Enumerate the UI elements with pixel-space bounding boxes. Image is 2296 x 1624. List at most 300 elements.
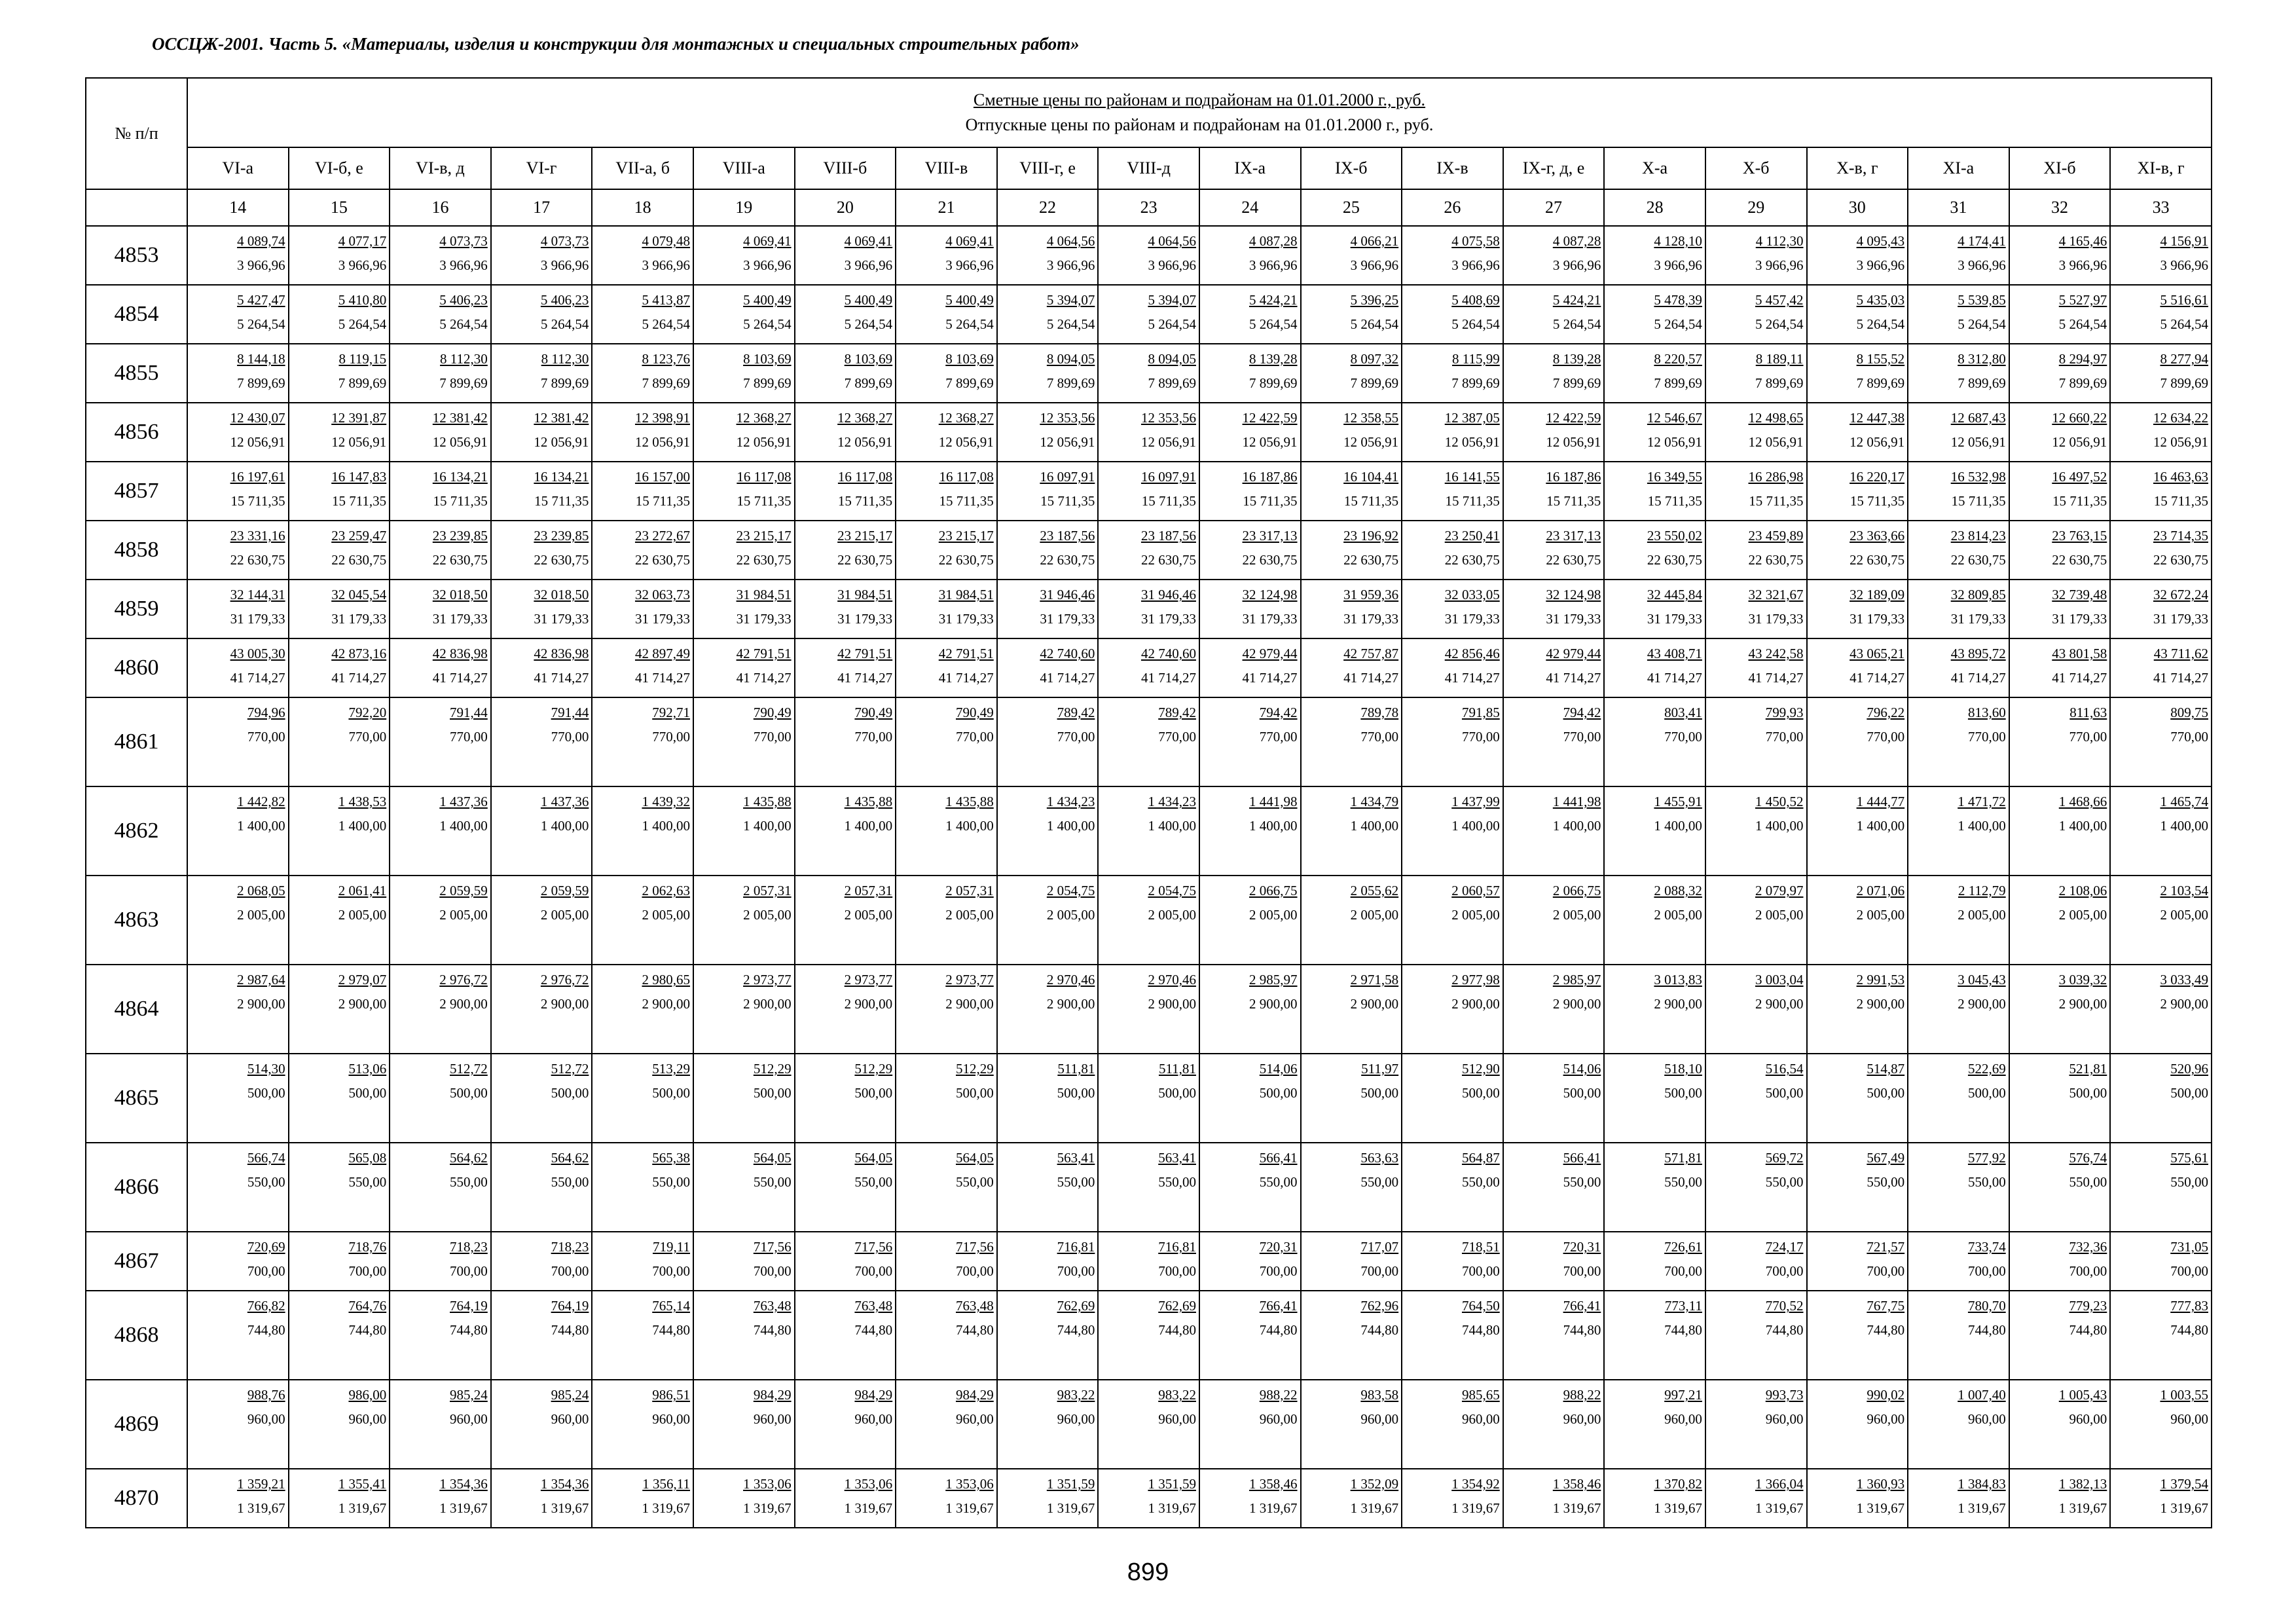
price-cell	[693, 1143, 795, 1232]
estimated-price: 763,48	[854, 1298, 893, 1314]
price-cell	[187, 1380, 289, 1469]
price-cell	[693, 521, 795, 580]
price-cell	[1604, 1232, 1705, 1291]
estimated-price: 5 435,03	[1856, 292, 1905, 308]
price-cell	[1503, 285, 1605, 344]
release-price: 700,00	[1360, 1263, 1399, 1279]
price-cell	[896, 226, 997, 285]
estimated-price: 31 946,46	[1040, 587, 1095, 602]
price-cell	[896, 403, 997, 462]
price-cell	[289, 521, 390, 580]
release-price: 22 630,75	[938, 552, 994, 568]
estimated-price: 4 064,56	[1046, 233, 1095, 249]
price-cell	[1604, 965, 1705, 1054]
price-cell	[2110, 965, 2212, 1054]
release-price: 2 900,00	[1552, 996, 1601, 1012]
price-cell	[795, 876, 896, 965]
region-header: VI-г	[491, 147, 592, 189]
price-cell	[491, 697, 592, 786]
price-cell	[1705, 1232, 1807, 1291]
row-number: 4864	[86, 965, 187, 1054]
row-number: 4863	[86, 876, 187, 965]
table-row	[86, 1469, 2212, 1528]
price-cell	[1705, 1380, 1807, 1469]
price-cell	[390, 462, 491, 521]
release-price: 12 056,91	[331, 434, 387, 450]
price-cell	[997, 876, 1099, 965]
release-price: 744,80	[348, 1322, 387, 1338]
release-price: 1 400,00	[1148, 818, 1196, 834]
estimated-price: 42 791,51	[938, 646, 994, 661]
price-cell	[1908, 1469, 2009, 1528]
price-cell	[997, 521, 1099, 580]
estimated-price: 23 331,16	[230, 528, 285, 544]
row-number: 4868	[86, 1291, 187, 1380]
release-price: 5 264,54	[540, 316, 589, 332]
price-cell	[896, 1232, 997, 1291]
release-price: 700,00	[1563, 1263, 1601, 1279]
release-price: 7 899,69	[945, 375, 994, 391]
release-price: 2 900,00	[642, 996, 690, 1012]
estimated-price: 762,69	[1158, 1298, 1196, 1314]
estimated-price: 12 398,91	[634, 410, 690, 426]
price-cell	[390, 638, 491, 697]
estimated-price: 1 437,36	[439, 794, 488, 809]
release-price: 744,80	[551, 1322, 589, 1338]
release-price: 31 179,33	[230, 611, 285, 627]
price-cell	[1402, 344, 1503, 403]
price-cell	[1908, 462, 2009, 521]
estimated-price: 12 368,27	[837, 410, 893, 426]
release-price: 41 714,27	[938, 670, 994, 686]
release-price: 41 714,27	[1950, 670, 2006, 686]
price-cell	[896, 638, 997, 697]
price-cell	[1098, 226, 1199, 285]
release-price: 700,00	[348, 1263, 387, 1279]
estimated-price: 720,31	[1563, 1239, 1601, 1255]
release-price: 3 966,96	[945, 257, 994, 273]
estimated-price: 988,22	[1563, 1387, 1601, 1403]
estimated-price: 1 450,52	[1755, 794, 1804, 809]
estimated-price: 16 117,08	[939, 469, 994, 485]
price-cell	[1402, 1380, 1503, 1469]
release-price: 31 179,33	[938, 611, 994, 627]
estimated-price: 564,87	[1461, 1150, 1500, 1166]
price-cell	[187, 344, 289, 403]
release-price: 31 179,33	[2052, 611, 2107, 627]
price-cell	[1503, 1469, 1605, 1528]
estimated-price: 16 134,21	[432, 469, 488, 485]
estimated-price: 12 353,56	[1140, 410, 1196, 426]
price-cell	[1301, 1291, 1402, 1380]
price-cell	[1908, 403, 2009, 462]
release-price: 3 966,96	[844, 257, 893, 273]
estimated-price: 1 360,93	[1856, 1476, 1905, 1492]
price-cell	[187, 521, 289, 580]
estimated-price: 12 391,87	[331, 410, 387, 426]
estimated-price: 2 054,75	[1148, 883, 1196, 898]
price-cell	[1908, 226, 2009, 285]
estimated-price: 2 061,41	[338, 883, 387, 898]
price-cell	[390, 1469, 491, 1528]
release-price: 1 400,00	[540, 818, 589, 834]
release-price: 2 900,00	[1046, 996, 1095, 1012]
release-price: 31 179,33	[837, 611, 893, 627]
release-price: 2 005,00	[1148, 907, 1196, 923]
title-estimated-prices: Сметные цены по районам и подрайонам на 01.01.2000 г., руб.	[973, 90, 1426, 110]
price-cell	[2009, 1232, 2111, 1291]
column-number: 26	[1402, 189, 1503, 226]
price-cell	[1705, 1054, 1807, 1143]
row-number: 4854	[86, 285, 187, 344]
price-cell	[289, 580, 390, 638]
release-price: 744,80	[753, 1322, 792, 1338]
price-cell	[1908, 1054, 2009, 1143]
column-number: 25	[1301, 189, 1402, 226]
release-price: 1 319,67	[1856, 1500, 1905, 1516]
estimated-price: 988,22	[1259, 1387, 1298, 1403]
price-cell	[1098, 1380, 1199, 1469]
estimated-price: 3 039,32	[2058, 972, 2107, 987]
release-price: 2 005,00	[1350, 907, 1399, 923]
release-price: 2 005,00	[1046, 907, 1095, 923]
release-price: 2 900,00	[1856, 996, 1905, 1012]
price-cell	[1098, 1469, 1199, 1528]
price-cell	[491, 1291, 592, 1380]
price-cell	[390, 521, 491, 580]
estimated-price: 32 033,05	[1444, 587, 1500, 602]
column-number: 31	[1908, 189, 2009, 226]
estimated-price: 986,00	[348, 1387, 387, 1403]
release-price: 5 264,54	[1451, 316, 1500, 332]
price-cell	[1503, 697, 1605, 786]
release-price: 15 711,35	[2153, 493, 2208, 509]
release-price: 960,00	[1867, 1411, 1905, 1427]
price-cell	[795, 521, 896, 580]
release-price: 2 900,00	[237, 996, 285, 1012]
price-cell	[187, 697, 289, 786]
release-price: 1 400,00	[844, 818, 893, 834]
price-cell	[1503, 1143, 1605, 1232]
release-price: 7 899,69	[2058, 375, 2107, 391]
estimated-price: 1 353,06	[743, 1476, 792, 1492]
release-price: 12 056,91	[938, 434, 994, 450]
estimated-price: 16 141,55	[1444, 469, 1500, 485]
release-price: 2 900,00	[1654, 996, 1702, 1012]
estimated-price: 32 321,67	[1748, 587, 1804, 602]
price-cell	[1503, 403, 1605, 462]
release-price: 960,00	[348, 1411, 387, 1427]
estimated-price: 1 353,06	[844, 1476, 893, 1492]
price-cell	[390, 344, 491, 403]
table-row	[86, 285, 2212, 344]
release-price: 2 900,00	[1958, 996, 2006, 1012]
estimated-price: 521,81	[2069, 1061, 2107, 1077]
price-cell	[289, 638, 390, 697]
release-price: 770,00	[1461, 729, 1500, 745]
estimated-price: 2 055,62	[1350, 883, 1399, 898]
estimated-price: 31 984,51	[938, 587, 994, 602]
estimated-price: 8 123,76	[642, 351, 690, 367]
release-price: 12 056,91	[1242, 434, 1298, 450]
price-cell	[390, 965, 491, 1054]
column-number: 28	[1604, 189, 1705, 226]
release-price: 744,80	[1765, 1322, 1804, 1338]
estimated-price: 42 856,46	[1444, 646, 1500, 661]
price-cell	[1199, 1469, 1301, 1528]
price-cell	[289, 226, 390, 285]
estimated-price: 16 134,21	[534, 469, 589, 485]
release-price: 41 714,27	[2052, 670, 2107, 686]
release-price: 1 400,00	[1654, 818, 1702, 834]
price-cell	[795, 285, 896, 344]
price-cell	[1199, 521, 1301, 580]
estimated-price: 1 005,43	[2058, 1387, 2107, 1403]
table-title	[187, 78, 2212, 147]
estimated-price: 1 355,41	[338, 1476, 387, 1492]
release-price: 2 005,00	[844, 907, 893, 923]
release-price: 550,00	[247, 1174, 285, 1190]
release-price: 7 899,69	[1958, 375, 2006, 391]
price-cell	[1807, 226, 1908, 285]
release-price: 5 264,54	[1249, 316, 1298, 332]
price-cell	[1807, 786, 1908, 876]
release-price: 550,00	[2170, 1174, 2208, 1190]
title-release-prices: Отпускные цены по районам и подрайонам на 01.01.2000 г., руб.	[965, 115, 1434, 134]
release-price: 41 714,27	[331, 670, 387, 686]
release-price: 22 630,75	[736, 552, 792, 568]
price-cell	[1402, 580, 1503, 638]
price-cell	[1301, 403, 1402, 462]
price-cell	[1199, 403, 1301, 462]
estimated-price: 794,42	[1259, 705, 1298, 720]
release-price: 31 179,33	[1444, 611, 1500, 627]
price-cell	[1098, 1143, 1199, 1232]
estimated-price: 993,73	[1765, 1387, 1804, 1403]
estimated-price: 796,22	[1867, 705, 1905, 720]
estimated-price: 764,19	[450, 1298, 488, 1314]
release-price: 12 056,91	[2052, 434, 2107, 450]
price-cell	[491, 876, 592, 965]
estimated-price: 32 739,48	[2052, 587, 2107, 602]
estimated-price: 716,81	[1057, 1239, 1095, 1255]
price-cell	[795, 344, 896, 403]
estimated-price: 799,93	[1765, 705, 1804, 720]
price-cell	[896, 1380, 997, 1469]
release-price: 500,00	[1867, 1085, 1905, 1101]
estimated-price: 514,30	[247, 1061, 285, 1077]
release-price: 744,80	[2170, 1322, 2208, 1338]
price-cell	[1705, 462, 1807, 521]
price-cell	[997, 1054, 1099, 1143]
release-price: 1 319,67	[1046, 1500, 1095, 1516]
release-price: 2 005,00	[743, 907, 792, 923]
estimated-price: 984,29	[956, 1387, 994, 1403]
estimated-price: 23 215,17	[938, 528, 994, 544]
release-price: 550,00	[652, 1174, 690, 1190]
estimated-price: 732,36	[2069, 1239, 2107, 1255]
release-price: 22 630,75	[1546, 552, 1601, 568]
release-price: 15 711,35	[433, 493, 488, 509]
document-header: ОССЦЖ-2001. Часть 5. «Материалы, изделия и конструкции для монтажных и специальных строительных работ»	[152, 34, 1080, 54]
column-number-row	[86, 189, 2212, 226]
release-price: 41 714,27	[2153, 670, 2208, 686]
release-price: 1 319,67	[1451, 1500, 1500, 1516]
price-cell	[1807, 1380, 1908, 1469]
release-price: 960,00	[1158, 1411, 1196, 1427]
release-price: 960,00	[1259, 1411, 1298, 1427]
release-price: 500,00	[1664, 1085, 1702, 1101]
table-row	[86, 1291, 2212, 1380]
estimated-price: 3 013,83	[1654, 972, 1702, 987]
release-price: 22 630,75	[331, 552, 387, 568]
release-price: 1 319,67	[237, 1500, 285, 1516]
price-cell	[1098, 403, 1199, 462]
estimated-price: 716,81	[1158, 1239, 1196, 1255]
estimated-price: 1 007,40	[1958, 1387, 2006, 1403]
price-cell	[1705, 1291, 1807, 1380]
release-price: 41 714,27	[634, 670, 690, 686]
release-price: 960,00	[1563, 1411, 1601, 1427]
release-price: 7 899,69	[1451, 375, 1500, 391]
estimated-price: 569,72	[1765, 1150, 1804, 1166]
estimated-price: 565,38	[652, 1150, 690, 1166]
release-price: 960,00	[1765, 1411, 1804, 1427]
price-cell	[2110, 1469, 2212, 1528]
estimated-price: 780,70	[1967, 1298, 2006, 1314]
release-price: 2 005,00	[1856, 907, 1905, 923]
estimated-price: 984,29	[753, 1387, 792, 1403]
estimated-price: 997,21	[1664, 1387, 1702, 1403]
release-price: 3 966,96	[1552, 257, 1601, 273]
region-header: VI-а	[187, 147, 289, 189]
estimated-price: 31 959,36	[1343, 587, 1399, 602]
release-price: 500,00	[2170, 1085, 2208, 1101]
estimated-price: 567,49	[1867, 1150, 1905, 1166]
price-cell	[1705, 876, 1807, 965]
price-cell	[1503, 876, 1605, 965]
estimated-price: 12 353,56	[1040, 410, 1095, 426]
price-cell	[592, 1054, 693, 1143]
estimated-price: 4 156,91	[2160, 233, 2208, 249]
estimated-price: 2 057,31	[945, 883, 994, 898]
price-cell	[795, 580, 896, 638]
release-price: 2 900,00	[1755, 996, 1804, 1012]
estimated-price: 1 354,92	[1451, 1476, 1500, 1492]
estimated-price: 733,74	[1967, 1239, 2006, 1255]
estimated-price: 32 144,31	[230, 587, 285, 602]
release-price: 31 179,33	[1140, 611, 1196, 627]
release-price: 770,00	[1664, 729, 1702, 745]
price-cell	[795, 965, 896, 1054]
release-price: 31 179,33	[331, 611, 387, 627]
release-price: 500,00	[551, 1085, 589, 1101]
release-price: 550,00	[1461, 1174, 1500, 1190]
table-row	[86, 1380, 2212, 1469]
estimated-price: 2 985,97	[1249, 972, 1298, 987]
release-price: 22 630,75	[1040, 552, 1095, 568]
estimated-price: 8 139,28	[1552, 351, 1601, 367]
release-price: 7 899,69	[743, 375, 792, 391]
estimated-price: 2 079,97	[1755, 883, 1804, 898]
release-price: 5 264,54	[439, 316, 488, 332]
estimated-price: 731,05	[2170, 1239, 2208, 1255]
release-price: 3 966,96	[2160, 257, 2208, 273]
price-cell	[2110, 1143, 2212, 1232]
price-cell	[390, 1143, 491, 1232]
estimated-price: 779,23	[2069, 1298, 2107, 1314]
estimated-price: 16 463,63	[2153, 469, 2208, 485]
price-cell	[2009, 462, 2111, 521]
price-cell	[1199, 226, 1301, 285]
estimated-price: 23 272,67	[634, 528, 690, 544]
release-price: 22 630,75	[2153, 552, 2208, 568]
release-price: 31 179,33	[534, 611, 589, 627]
estimated-price: 766,41	[1563, 1298, 1601, 1314]
estimated-price: 16 097,91	[1140, 469, 1196, 485]
release-price: 2 005,00	[1958, 907, 2006, 923]
release-price: 15 711,35	[534, 493, 589, 509]
release-price: 3 966,96	[1451, 257, 1500, 273]
release-price: 7 899,69	[1654, 375, 1702, 391]
price-cell	[1503, 1054, 1605, 1143]
price-cell	[896, 285, 997, 344]
estimated-price: 767,75	[1867, 1298, 1905, 1314]
estimated-price: 984,29	[854, 1387, 893, 1403]
column-number: 16	[390, 189, 491, 226]
estimated-price: 12 358,55	[1343, 410, 1399, 426]
release-price: 1 319,67	[1755, 1500, 1804, 1516]
price-cell	[1301, 521, 1402, 580]
estimated-price: 762,69	[1057, 1298, 1095, 1314]
release-price: 7 899,69	[1249, 375, 1298, 391]
release-price: 41 714,27	[230, 670, 285, 686]
price-cell	[1705, 226, 1807, 285]
price-cell	[2110, 876, 2212, 965]
price-cell	[1098, 462, 1199, 521]
release-price: 3 966,96	[439, 257, 488, 273]
release-price: 22 630,75	[1748, 552, 1804, 568]
price-cell	[1908, 1291, 2009, 1380]
release-price: 2 900,00	[1148, 996, 1196, 1012]
estimated-price: 42 979,44	[1546, 646, 1601, 661]
price-cell	[997, 580, 1099, 638]
estimated-price: 5 516,61	[2160, 292, 2208, 308]
estimated-price: 719,11	[652, 1239, 690, 1255]
release-price: 31 179,33	[1748, 611, 1804, 627]
price-cell	[1199, 965, 1301, 1054]
price-cell	[1199, 638, 1301, 697]
estimated-price: 1 444,77	[1856, 794, 1905, 809]
release-price: 960,00	[753, 1411, 792, 1427]
release-price: 5 264,54	[1350, 316, 1399, 332]
release-price: 31 179,33	[1242, 611, 1298, 627]
region-header: X-б	[1705, 147, 1807, 189]
price-cell	[1402, 285, 1503, 344]
estimated-price: 726,61	[1664, 1239, 1702, 1255]
estimated-price: 1 434,23	[1046, 794, 1095, 809]
release-price: 550,00	[1360, 1174, 1399, 1190]
price-cell	[390, 226, 491, 285]
estimated-price: 1 359,21	[237, 1476, 285, 1492]
release-price: 41 714,27	[1140, 670, 1196, 686]
price-cell	[693, 285, 795, 344]
release-price: 5 264,54	[844, 316, 893, 332]
column-number: 21	[896, 189, 997, 226]
price-cell	[896, 344, 997, 403]
release-price: 22 630,75	[1140, 552, 1196, 568]
release-price: 700,00	[1664, 1263, 1702, 1279]
